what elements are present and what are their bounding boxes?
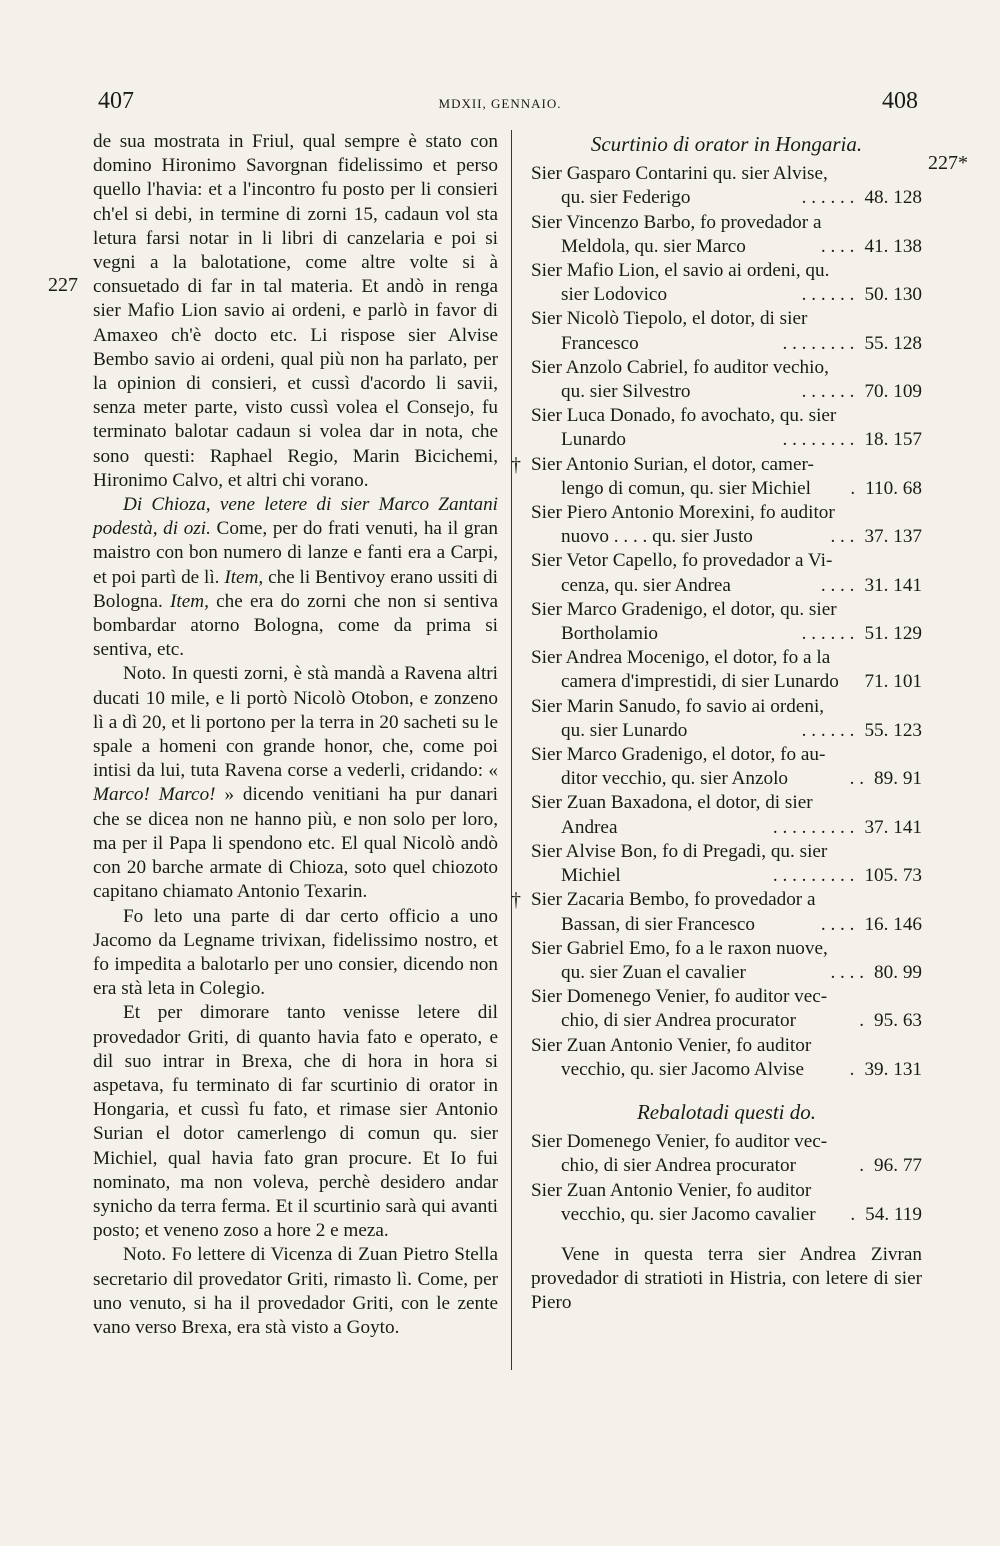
entry-name-line: Sier Zacaria Bembo, fo provedador a [531,889,816,911]
list-item [531,1034,922,1082]
paragraph-3-text-b: » dicendo venitiani ha pur danari che se dicea non ne hanno più, e non solo per loro, ma per il Papa li spendono etc. El qual Nicolò andò con 20 barche armate di Chioza, soto quel chiozoto capitano chiamato Antonio Texarin. [93,784,498,903]
section-title: Scurtinio di orator in Hongaria. [590,132,863,156]
entry-detail-line [531,1203,922,1227]
entry-name-line: Sier Marco Gradenigo, el dotor, qu. sier [531,598,837,620]
paragraph-2-text-a: Come, per do frati venuti, ha il gran maistro con bon numero di lanze e fanti era a Carpi, et poi partì de lì. [93,518,498,588]
entry-name-line: Sier Andrea Mocenigo, el dotor, fo a la [531,647,831,669]
list-item [531,307,922,355]
right-page-number: 408 [882,88,918,114]
entry-name-line: Sier Antonio Surian, el dotor, camer- [531,453,814,475]
list-item [531,791,922,839]
right-column [511,130,922,1316]
entry-detail-line [531,816,922,840]
vote-count: 95. 63 [874,1010,922,1032]
entry-name-line: Sier Anzolo Cabriel, fo auditor vechio, [531,356,829,378]
entry-leader-dots: . . . . . . [801,381,855,403]
list-item [531,1179,922,1227]
entry-detail-text: chio, di sier Andrea procurator [561,1010,796,1032]
entry-detail-line [531,477,922,501]
scrutiny-list [511,162,922,1082]
entry-detail-text: ditor vecchio, qu. sier Anzolo [561,768,788,790]
entry-detail-text: qu. sier Federigo [561,187,691,209]
spacer [531,1227,922,1243]
column-divider [511,130,512,1370]
entry-detail-text: Bassan, di sier Francesco [561,913,755,935]
entry-name-line: Sier Nicolò Tiepolo, el dotor, di sier [531,308,808,330]
list-item [531,211,922,259]
reballot-list [531,1130,922,1227]
entry-leader-dots: . . . . . . [801,719,855,741]
entry-leader-dots: . . . . [830,961,865,983]
list-item [531,646,922,694]
entry-detail-line [531,283,922,307]
list-item [511,453,922,501]
list-item [531,501,922,549]
entry-detail-text: Lunardo [561,429,627,451]
paragraph-3 [93,662,498,904]
entry-leader-dots: . . . . . . . . . [772,865,855,887]
vote-count: 18. 157 [864,429,922,451]
paragraph-6: Noto. Fo lettere di Vicenza di Zuan Pietro Stella secretario dil provedator Griti, rimasto lì. Come, per uno venuto, si ha il provedador Griti, con le zente vano verso Brexa, era stà visto a Goyto. [93,1244,498,1338]
entry-detail-text: Francesco [561,332,639,354]
paragraph-2-text-c: che era do zorni che non si sentiva bombardar atorno Bologna, come da prima si sentiva, etc. [93,590,498,661]
entry-name-line: Sier Luca Donado, fo avochato, qu. sier [531,405,837,427]
paragraph-3-text-a: Noto. In questi zorni, è stà mandà a Ravena altri ducati 10 mile, e li portò Nicolò Otobon, e zonzeno lì a dì 20, et li portono per la terra in 20 sacheti su le spale a homeni con grande honor, che, come poi intisi da lui, tuta Ravena corse a vederli, cridando: « [93,663,498,782]
entry-name-line: Sier Alvise Bon, fo di Pregadi, qu. sier [531,840,828,862]
entry-name-line: Sier Domenego Venier, fo auditor vec- [531,986,828,1008]
entry-leader-dots [839,670,865,694]
entry-leader-dots: . [850,477,856,499]
spacer [531,1082,922,1098]
right-margin-note: 227* [928,152,968,174]
entry-leader-dots: . . . . . . [801,284,855,306]
entry-detail-line [531,1058,922,1082]
list-item [511,888,922,936]
entry-leader-dots: . . . . [820,574,855,596]
entry-detail-line [531,864,922,888]
entry-leader-dots: . [859,1155,865,1177]
list-item [531,404,922,452]
entry-detail-line [531,719,922,743]
entry-name-line: Sier Piero Antonio Morexini, fo auditor [531,502,835,524]
list-item [531,162,922,210]
entry-detail-text: lengo di comun, qu. sier Michiel [561,477,811,499]
left-margin-note: 227 [48,274,78,296]
list-item [531,549,922,597]
entry-leader-dots: . . . . . . . . [782,429,855,451]
list-item [531,937,922,985]
entry-detail-line [531,961,922,985]
vote-count: 51. 129 [864,623,922,645]
entry-name-line: Sier Zuan Baxadona, el dotor, di sier [531,792,813,814]
list-item [531,598,922,646]
list-item [531,356,922,404]
vote-count: 105. 73 [864,865,922,887]
entry-leader-dots: . . . . . . [801,187,855,209]
entry-detail-line [531,380,922,404]
entry-detail-line [531,767,922,791]
list-item [531,695,922,743]
vote-count: 89. 91 [874,768,922,790]
paragraph-5: Et per dimorare tanto venisse letere dil provedador Griti, di quanto havia fato e operato, e dil suo intrar in Brexa, che di hora in hora si aspetava, fu terminato di far scurtinio di orator in Hongaria, et cussì fu fato, et rimase sier Antonio Surian el dotor camerlengo di comun qu. sier Michiel, qual havia fato gran procure. Et Io fui nominato, ma non voleva, perchè desidero andar synicho da terra ferma. Et il scurtinio sarà qui avanti posto; et veneno zoso a hore 2 e meza. [93,1002,498,1242]
entry-detail-line [531,913,922,937]
list-item [531,1130,922,1178]
entry-detail-text: Michiel [561,865,621,887]
vote-count: 71. 101 [864,671,922,693]
vote-count: 70. 109 [864,381,922,403]
entry-leader-dots: . . . [830,526,855,548]
paragraph-4: Fo leto una parte di dar certo officio a uno Jacomo da Legname trivixan, fidelissimo nostro, et fo impedita a balotarlo per uno consier, dicendo non era stà leta in Colegio. [93,905,498,1000]
entry-name-line: Sier Vetor Capello, fo provedador a Vi- [531,550,833,572]
entry-name-line: Sier Marin Sanudo, fo savio ai ordeni, [531,695,825,717]
entry-leader-dots: . [850,1203,856,1225]
entry-detail-text: Meldola, qu. sier Marco [561,235,746,257]
entry-detail-line [531,525,922,549]
entry-detail-line [531,235,922,259]
list-item [531,985,922,1033]
entry-name-line: Sier Gasparo Contarini qu. sier Alvise, [531,163,828,185]
entry-leader-dots: . [859,1010,865,1032]
vote-count: 39. 131 [864,1058,922,1080]
closing-paragraph: Vene in questa terra sier Andrea Zivran provedador di stratioti in Histria, con letere di sier Piero [531,1243,922,1314]
paragraph-2-text-b: che li Bentivoy erano ussiti di Bologna. [93,566,498,612]
entry-leader-dots: . [849,1058,855,1080]
entry-detail-text: vecchio, qu. sier Jacomo cavalier [561,1203,816,1225]
vote-count: 54. 119 [865,1203,922,1225]
dagger-mark: † [511,889,521,912]
left-page-number: 407 [98,88,134,114]
paragraph-2-heading: Di Chioza, vene letere di sier Marco Zantani podestà, di ozi. [93,494,498,540]
entry-detail-line [531,1154,922,1178]
entry-name-line: Sier Vincenzo Barbo, fo provedador a [531,211,822,233]
entry-detail-text: camera d'imprestidi, di sier Lunardo [561,671,839,693]
entry-leader-dots: . . . . . . . . . [772,816,855,838]
entry-name-line: Sier Domenego Venier, fo auditor vec- [531,1131,828,1153]
entry-detail-text: chio, di sier Andrea procurator [561,1155,796,1177]
vote-count: 16. 146 [864,913,922,935]
left-column [93,130,498,1340]
entry-name-line: Sier Zuan Antonio Venier, fo auditor [531,1034,812,1056]
entry-leader-dots: . . . . [820,235,855,257]
dagger-mark: † [511,453,521,476]
entry-detail-text: qu. sier Lunardo [561,719,688,741]
entry-detail-text: nuovo . . . . qu. sier Justo [561,526,753,548]
entry-name-line: Sier Marco Gradenigo, el dotor, fo au- [531,744,826,766]
vote-count: 37. 141 [864,816,922,838]
entry-detail-line [531,1009,922,1033]
list-item [531,743,922,791]
entry-detail-text: sier Lodovico [561,284,668,306]
paragraph-3-cry: Marco! Marco! [93,784,216,806]
vote-count: 55. 128 [864,332,922,354]
entry-detail-line [531,670,922,694]
paragraph-2-item-2: Item, [170,590,209,612]
list-item [531,259,922,307]
entry-detail-line [531,332,922,356]
entry-detail-text: qu. sier Silvestro [561,381,691,403]
entry-detail-line [531,622,922,646]
vote-count: 41. 138 [864,235,922,257]
entry-leader-dots: . . . . . . . . [782,332,855,354]
vote-count: 37. 137 [864,526,922,548]
entry-leader-dots: . . . . [820,913,855,935]
entry-leader-dots: . . . . . . [801,623,855,645]
entry-detail-text: Andrea [561,816,618,838]
vote-count: 48. 128 [864,187,922,209]
entry-name-line: Sier Mafio Lion, el savio ai ordeni, qu. [531,260,830,282]
vote-count: 55. 123 [864,719,922,741]
vote-count: 96. 77 [874,1155,922,1177]
paragraph-2-item-1: Item, [224,566,264,588]
entry-name-line: Sier Zuan Antonio Venier, fo auditor [531,1179,812,1201]
entry-detail-line [531,186,922,210]
entry-name-line: Sier Gabriel Emo, fo a le raxon nuove, [531,937,828,959]
vote-count: 50. 130 [864,284,922,306]
entry-detail-text: qu. sier Zuan el cavalier [561,961,746,983]
running-header: MDXII, GENNAIO. [438,96,562,111]
entry-detail-line [531,574,922,598]
entry-detail-text: Bortholamio [561,623,658,645]
subsection-title: Rebalotadi questi do. [636,1099,817,1124]
entry-detail-line [531,428,922,452]
vote-count: 80. 99 [874,961,922,983]
paragraph-1: de sua mostrata in Friul, qual sempre è stato con domino Hironimo Savorgnan fidelissimo et perso quello l'havia: et a l'incontro fu posto per li consieri ch'el si debi, in termine di zorni 15, cadaun vol sta letura farsi notar in li libri di canzelaria e poi si vegni a la balotatione, come altre volte si à consuetado di far in tal materia. Et andò in renga sier Mafio Lion savio ai ordeni, e parlò in favor di Amaxeo ch'è docto etc. Li rispose sier Alvise Bembo savio ai ordeni, qual più non ha parlato, per la opinion di consieri, et cussì d'acordo li savii, senza meter parte, visto cussì volea el Consejo, fu terminato balotar cadaun si volea dar in nota, che sono questi: Raphael Regio, Marin Bicichemi, Hironimo Calvo, et altri chi vorano. [93,131,498,491]
list-item [531,840,922,888]
vote-count: 110. 68 [865,477,922,499]
entry-detail-text: vecchio, qu. sier Jacomo Alvise [561,1058,804,1080]
entry-detail-text: cenza, qu. sier Andrea [561,574,731,596]
paragraph-2 [93,493,498,662]
entry-leader-dots: . . [849,768,865,790]
vote-count: 31. 141 [864,574,922,596]
